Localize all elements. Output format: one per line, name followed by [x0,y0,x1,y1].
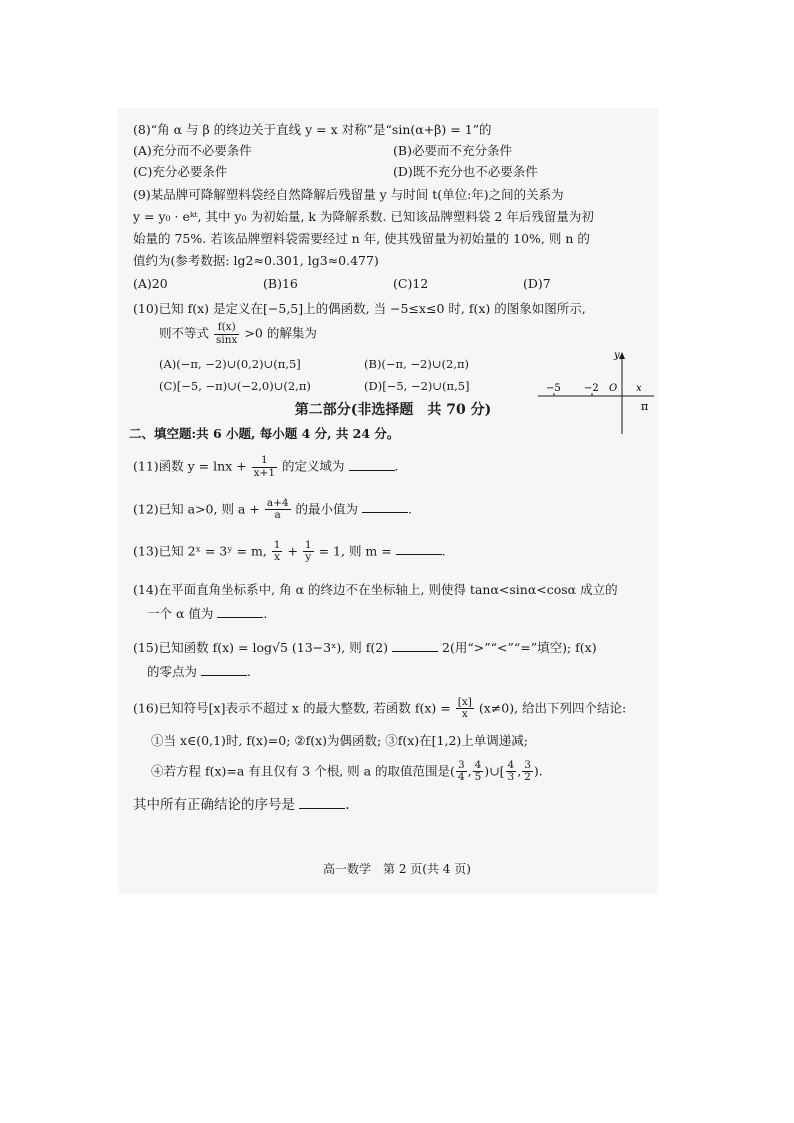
q16-line4-text: 其中所有正确结论的序号是 [133,796,295,813]
question-8-stem: (8)“角 α 与 β 的终边关于直线 y = x 对称”是“sin(α+β) = 1”的 [133,122,492,137]
q11-post: 的定义域为 [282,459,345,475]
question-14-line2: 一个 α 值为 . [147,605,268,621]
q16-f3n: 4 [507,758,515,771]
q13-post: = 1, 则 m = [318,543,392,559]
question-16-line4: 其中所有正确结论的序号是 . [133,796,350,813]
q12-num: a+4 [266,496,289,509]
graph-pi-mark: π [641,400,649,413]
question-15-line1 [133,639,653,655]
question-16-line3: ④若方程 f(x)=a 有且仅有 3 个根, 则 a 的取值范围是( $\frac{3}{4}$ , $\frac{4}{5}$ )∪[ $\frac{4}{3}$ , $\frac{3}{2}$ ). [151,758,543,784]
q16-frac-1 [456,760,467,784]
q16-fraction [456,697,474,721]
q10-fraction [214,322,239,346]
question-13: (13)已知 2ˣ = 3ʸ = m, $\frac{1}{x}$ + $\frac{1}{y}$ = 1, 则 m = . [133,538,446,564]
q16-frac-4 [522,760,533,784]
q13-num2: 1 [304,538,312,551]
q13-fraction-1 [272,540,283,564]
q10-fraction-den: sinx [216,333,238,346]
graph-y-arrow [619,352,625,359]
q12-answer-blank[interactable] [362,500,408,513]
q16-line1-pre: (16)已知符号[x]表示不超过 x 的最大整数, 若函数 f(x) = [133,700,455,716]
question-11: (11)函数 y = lnx + $\frac{1}{x+1}$ 的定义域为 . [133,454,399,480]
q16-f2d: 5 [474,771,482,784]
q15-answer-blank-1[interactable] [392,639,438,652]
q10-option-b: (B)(−π, −2)∪(2,π) [364,357,469,372]
q10-option-a: (A)(−π, −2)∪(0,2)∪(π,5] [159,357,301,372]
question-10-options [133,358,539,394]
q13-fraction-2 [303,540,314,564]
question-10-stem: (10)已知 f(x) 是定义在[−5,5]上的偶函数, 当 −5≤x≤0 时, f(x) 的图象如图所示, [133,301,586,316]
q11-fraction [252,455,277,479]
q9-option-b: (B)16 [263,276,298,291]
q16-f4n: 3 [524,758,531,771]
question-15-line2: 的零点为 . [147,663,251,679]
q16-line3-pre: ④若方程 f(x)=a 有且仅有 3 个根, 则 a 的取值范围是( [151,763,455,779]
q13-pre: (13)已知 2ˣ = 3ʸ = m, [133,543,271,559]
q14-answer-blank[interactable] [217,605,263,618]
page-footer: 高一数学 第 2 页(共 4 页) [323,862,471,876]
fill-in-section-heading: 二、填空题:共 6 小题, 每小题 4 分, 共 24 分。 [129,426,400,442]
q10-inequality-post: >0 的解集为 [244,325,317,341]
q13-plus: + [287,543,298,559]
q16-f1d: 4 [457,771,465,784]
question-14-line1: (14)在平面直角坐标系中, 角 α 的终边不在坐标轴上, 则使得 tanα<sinα<cosα 成立的 [133,581,618,597]
question-9-line3: 始量的 75%. 若该品牌塑料袋需要经过 n 年, 使其残留量为初始量的 10%, 则 n 的 [133,231,590,246]
q11-num: 1 [252,455,277,468]
q13-answer-blank[interactable] [396,542,442,555]
q16-mid: )∪[ [484,763,505,779]
q12-pre: (12)已知 a>0, 则 a + [133,501,264,517]
q13-den1: x [274,551,281,564]
q15-line1-pre: (15)已知函数 f(x) = log√5 (13−3ˣ), 则 f(2) [133,639,389,655]
graph-label-y: y [614,350,620,361]
q16-answer-blank[interactable] [299,796,345,809]
question-content [129,118,653,813]
question-16-line2: ①当 x∈(0,1)时, f(x)=0; ②f(x)为偶函数; ③f(x)在[1,2)上单调递减; [151,732,528,748]
q12-fraction [265,498,291,522]
q16-den: x [461,708,468,721]
question-9-options [133,276,653,291]
q16-frac-2 [473,760,484,784]
question-9-line2: y = y₀ · eᵏᵗ, 其中 y₀ 为初始量, k 为降解系数. 已知该品牌塑料袋 2 年后残留量为初 [133,209,594,224]
q10-function-graph [538,350,658,438]
q8-option-d: (D)既不充分也不必要条件 [393,164,538,179]
question-9-line1: (9)某品牌可降解塑料袋经自然降解后残留量 y 与时间 t(单位:年)之间的关系为 [133,187,564,202]
question-16-line1 [133,697,653,721]
q10-option-c: (C)[−5, −π)∪(−2,0)∪(2,π) [159,378,311,393]
q13-den2: y [305,551,312,564]
q8-option-a: (A)充分而不必要条件 [133,143,252,158]
graph-label-x: x [636,383,642,394]
q15-line2-text: 的零点为 [147,663,198,679]
q16-f3d: 3 [507,771,515,784]
part-two-title: 第二部分(非选择题 共 70 分) [294,401,492,418]
q13-num1: 1 [273,538,281,551]
graph-label-neg2: −2 [584,383,599,394]
q16-num: [x] [457,695,472,708]
q9-option-a: (A)20 [133,276,168,291]
q16-line1-post: (x≠0), 给出下列四个结论: [478,700,627,716]
q16-line3-post: ). [533,763,543,779]
q9-option-c: (C)12 [393,276,429,291]
graph-label-origin: O [609,383,618,394]
question-12: (12)已知 a>0, 则 a + $\frac{a+4}{a}$ 的最小值为 . [133,496,413,522]
question-10-inequality [133,322,653,346]
q15-answer-blank-2[interactable] [201,663,247,676]
q10-inequality-pre: 则不等式 [159,325,210,341]
q8-option-b: (B)必要而不充分条件 [393,143,512,158]
q16-f1n: 3 [457,758,465,771]
question-9-line4: 值约为(参考数据: lg2≈0.301, lg3≈0.477) [133,253,379,268]
q11-answer-blank[interactable] [349,458,395,471]
q12-post: 的最小值为 [295,501,359,517]
q11-den: x+1 [253,467,276,480]
graph-label-neg5: −5 [546,383,561,394]
q16-f4d: 2 [524,771,531,784]
question-8-options-row1 [133,143,653,158]
q10-fraction-num: f(x) [214,322,239,335]
q14-line2-text: 一个 α 值为 [147,605,214,621]
q15-line1-post: 2(用“>”“<”“=”填空); f(x) [442,639,597,655]
question-8-options-row2 [133,164,653,179]
q16-f2n: 4 [474,758,482,771]
q8-option-c: (C)充分必要条件 [133,164,228,179]
q11-pre: (11)函数 y = lnx + [133,459,251,475]
q9-option-d: (D)7 [523,276,551,291]
q10-option-d: (D)[−5, −2)∪(π,5] [364,378,470,393]
q16-frac-3 [506,760,517,784]
q12-den: a [274,509,281,522]
